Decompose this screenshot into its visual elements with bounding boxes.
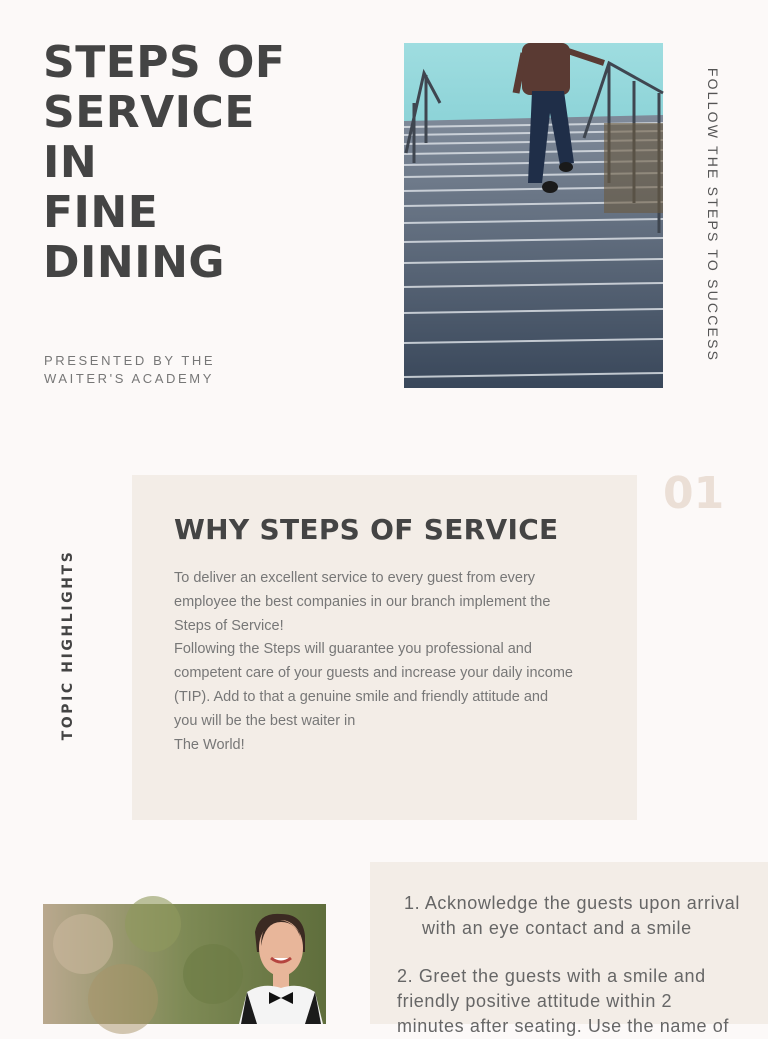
body-line: (TIP). Add to that a genuine smile and friendly attitude and [174, 688, 549, 705]
steps-list-card [370, 862, 768, 1036]
waiter-photo [43, 904, 326, 1024]
presenter-line: PRESENTED BY THE [44, 353, 216, 368]
title-line: SERVICE [43, 87, 255, 138]
section-heading: WHY STEPS OF SERVICE [174, 513, 559, 546]
presenter-credit [44, 352, 215, 388]
topic-highlights-label: TOPIC HIGHLIGHTS [60, 549, 76, 741]
body-line: competent care of your guests and increase your daily income [174, 665, 573, 682]
body-line: employee the best companies in our branch implement the [174, 593, 551, 610]
step-1-line: 1. Acknowledge the guests upon arrival [404, 893, 740, 913]
stairs-photo [404, 43, 663, 388]
step-2-line: minutes after seating. Use the name of [397, 1016, 729, 1036]
title-line: STEPS OF [43, 37, 286, 88]
body-line: The World! [174, 736, 245, 753]
presenter-line: WAITER'S ACADEMY [44, 371, 215, 386]
body-line: Following the Steps will guarantee you professional and [174, 641, 532, 658]
step-1-line: with an eye contact and a smile [422, 918, 692, 938]
body-line: To deliver an excellent service to every guest from every [174, 570, 536, 586]
title-line: IN [43, 137, 98, 188]
body-line: you will be the best waiter in [174, 712, 356, 729]
title-line: DINING [43, 237, 226, 288]
why-steps-card [132, 475, 637, 820]
side-tagline: FOLLOW THE STEPS TO SUCCESS [705, 67, 721, 363]
step-2-line: 2. Greet the guests with a smile and [397, 966, 706, 986]
body-line: Steps of Service! [174, 617, 284, 634]
step-2-line: friendly positive attitude within 2 [397, 991, 673, 1011]
section-number: 01 [663, 468, 725, 519]
section-body [174, 567, 604, 757]
page-title [43, 38, 285, 288]
title-line: FINE [43, 187, 159, 238]
